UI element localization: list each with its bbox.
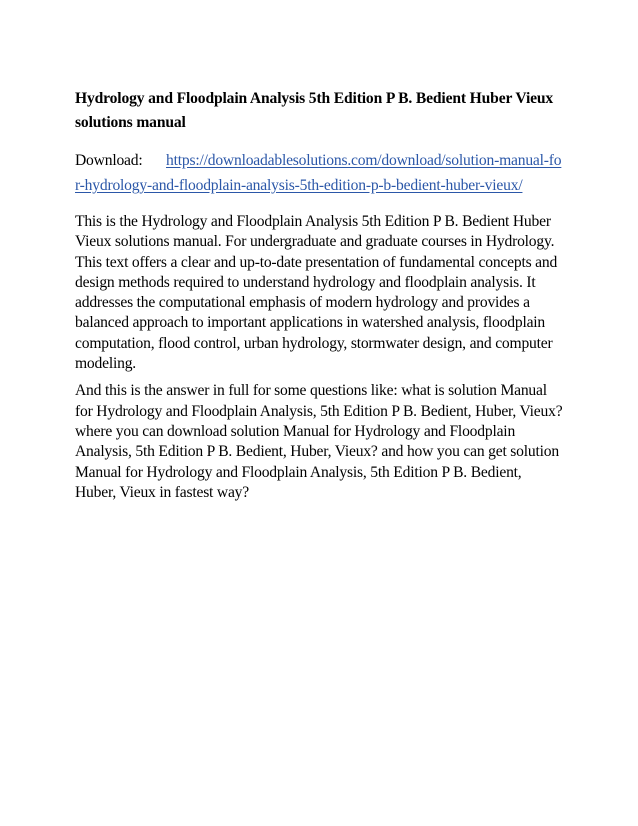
document-body bbox=[75, 87, 565, 503]
download-link[interactable]: https://downloadablesolutions.com/download/solution-manual-for-hydrology-and-floodplain-analysis-5th-edition-p-b-bedient-huber-vieux/ bbox=[75, 152, 562, 194]
download-line bbox=[75, 148, 565, 198]
questions-paragraph: And this is the answer in full for some questions like: what is solution Manual for Hydrology and Floodplain Analysis, 5th Edition P B. Bedient, Huber, Vieux? where you can download solution Manual for Hydrology and Floodplain Analysis, 5th Edition P B. Bedient, Huber, Vieux? and how you can get solution Manual for Hydrology and Floodplain Analysis, 5th Edition P B. Bedient, Huber, Vieux in fastest way? bbox=[75, 382, 563, 501]
download-label: Download: bbox=[75, 152, 143, 169]
document-title: Hydrology and Floodplain Analysis 5th Edition P B. Bedient Huber Vieux solutions manual bbox=[75, 90, 554, 131]
description-paragraph: This is the Hydrology and Floodplain Analysis 5th Edition P B. Bedient Huber Vieux solutions manual. For undergraduate and graduate courses in Hydrology. This text offers a clear and up-to-date presentation of fundamental concepts and design methods required to understand hydrology and floodplain analysis. It addresses the computational emphasis of modern hydrology and provides a balanced approach to important applications in watershed analysis, floodplain computation, flood control, urban hydrology, stormwater design, and computer modeling. bbox=[75, 213, 558, 373]
